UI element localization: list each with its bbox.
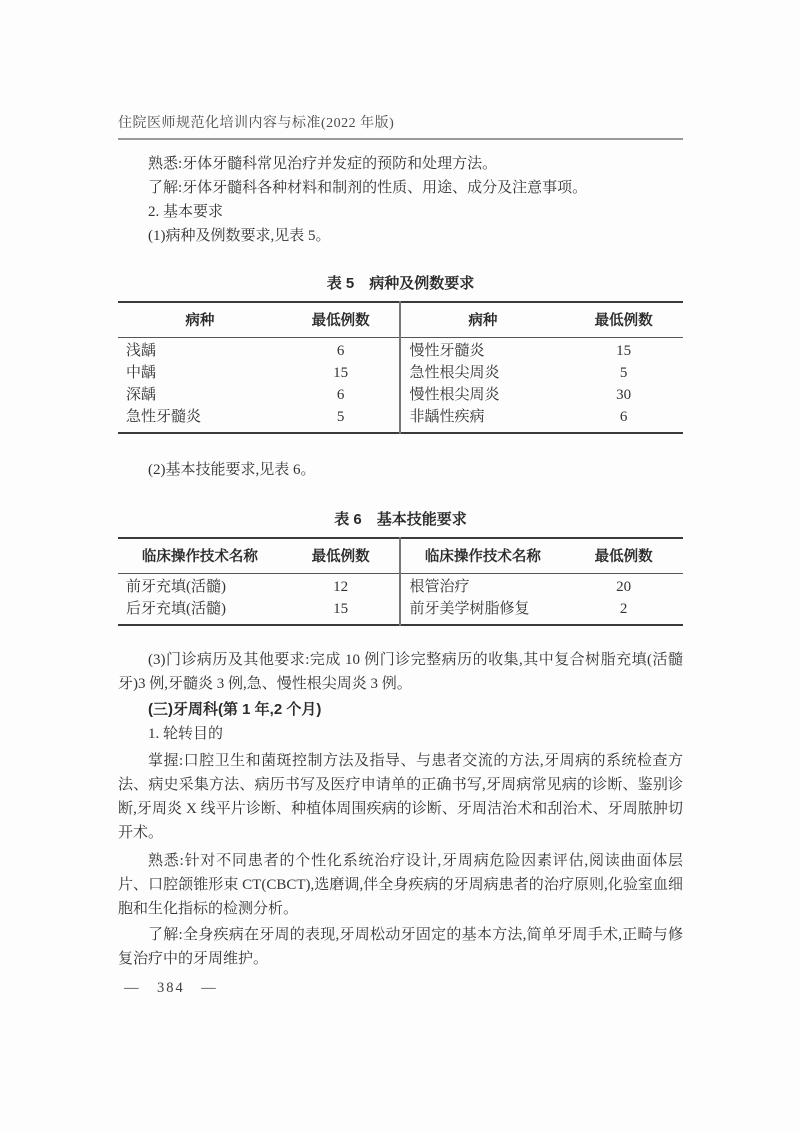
paragraph-familiar-endodontics: 熟悉:牙体牙髓科常见治疗并发症的预防和处理方法。	[148, 156, 498, 172]
column-header-min-cases-left: 最低例数	[282, 538, 401, 574]
page-content	[118, 112, 683, 971]
cell-disease: 浅龋	[126, 343, 157, 359]
table-row	[118, 363, 683, 385]
cell-disease: 中龋	[126, 365, 157, 381]
heading-periodontics-section: (三)牙周科(第 1 年,2 个月)	[148, 701, 322, 718]
paragraph-familiar-periodontics: 熟悉:针对不同患者的个性化系统治疗设计,牙周病危险因素评估,阅读曲面体层片、口腔颌锥形束 CT(CBCT),选磨调,伴全身疾病的牙周病患者的治疗原则,化验室血细胞和生化指标的检测分析。	[118, 853, 683, 917]
cell-technique: 前牙美学树脂修复	[409, 601, 530, 617]
table-header-row	[118, 302, 683, 338]
table-header-row	[118, 538, 683, 574]
running-head: 住院医师规范化培训内容与标准(2022 年版)	[118, 112, 683, 140]
heading-basic-requirements: 2. 基本要求	[148, 204, 224, 220]
paragraph-skill-requirement: (2)基本技能要求,见表 6。	[148, 462, 316, 478]
column-header-min-cases-right: 最低例数	[564, 302, 683, 338]
paragraph-understand-endodontics: 了解:牙体牙髓科各种材料和制剂的性质、用途、成分及注意事项。	[148, 180, 588, 196]
cell-disease: 慢性根尖周炎	[409, 387, 500, 403]
table-6-body	[118, 574, 683, 626]
paragraph-master-periodontics: 掌握:口腔卫生和菌斑控制方法及指导、与患者交流的方法,牙周病的系统检查方法、病史采集方法、病历书写及医疗申请单的正确书写,牙周病常见病的诊断、鉴别诊断,牙周炎 X 线平片诊断、种植体周围疾病的诊断、牙周洁治术和刮治术、牙周脓肿切开术。	[118, 753, 683, 841]
cell-disease: 急性牙髓炎	[126, 409, 202, 425]
column-header-min-cases-left: 最低例数	[282, 302, 401, 338]
cell-disease: 深龋	[126, 387, 157, 403]
cell-technique: 根管治疗	[409, 579, 470, 595]
table-5-disease-case-requirements	[118, 301, 683, 434]
table-row	[118, 385, 683, 407]
table-row	[118, 574, 683, 600]
table-6-caption: 表 6 基本技能要求	[334, 511, 467, 528]
table-6-basic-skill-requirements	[118, 537, 683, 626]
table-row	[118, 338, 683, 364]
column-header-disease-left: 病种	[118, 302, 282, 338]
table-row	[118, 407, 683, 433]
cell-technique: 后牙充填(活髓)	[126, 601, 226, 617]
column-header-technique-right: 临床操作技术名称	[400, 538, 564, 574]
paragraph-understand-periodontics: 了解:全身疾病在牙周的表现,牙周松动牙固定的基本方法,简单牙周手术,正畸与修复治疗中的牙周维护。	[118, 927, 683, 967]
cell-count: 20	[616, 579, 632, 595]
cell-count: 5	[282, 407, 401, 433]
cell-count: 12	[282, 574, 401, 600]
cell-count: 15	[282, 599, 401, 625]
cell-count: 15	[282, 363, 401, 385]
cell-count: 5	[619, 365, 628, 381]
cell-disease: 慢性牙髓炎	[409, 343, 485, 359]
cell-count: 6	[282, 338, 401, 364]
column-header-min-cases-right: 最低例数	[564, 538, 683, 574]
cell-count: 6	[282, 385, 401, 407]
paragraph-record-requirement: (3)门诊病历及其他要求:完成 10 例门诊完整病历的收集,其中复合树脂充填(活髓牙)3 例,牙髓炎 3 例,急、慢性根尖周炎 3 例。	[118, 652, 683, 692]
heading-rotation-purpose: 1. 轮转目的	[148, 726, 224, 742]
paragraph-disease-case-requirement: (1)病种及例数要求,见表 5。	[148, 228, 331, 244]
page-number: — 384 —	[124, 980, 218, 996]
table-5-header	[118, 302, 683, 338]
cell-count: 30	[616, 387, 632, 403]
cell-count: 6	[619, 409, 628, 425]
table-row	[118, 599, 683, 625]
cell-disease: 急性根尖周炎	[409, 365, 500, 381]
column-header-disease-right: 病种	[400, 302, 564, 338]
table-6-header	[118, 538, 683, 574]
column-header-technique-left: 临床操作技术名称	[118, 538, 282, 574]
table-5-body	[118, 338, 683, 434]
cell-count: 15	[616, 343, 632, 359]
table-5-caption: 表 5 病种及例数要求	[326, 275, 475, 292]
cell-technique: 前牙充填(活髓)	[126, 579, 226, 595]
cell-disease: 非龋性疾病	[409, 409, 485, 425]
cell-count: 2	[619, 601, 628, 617]
